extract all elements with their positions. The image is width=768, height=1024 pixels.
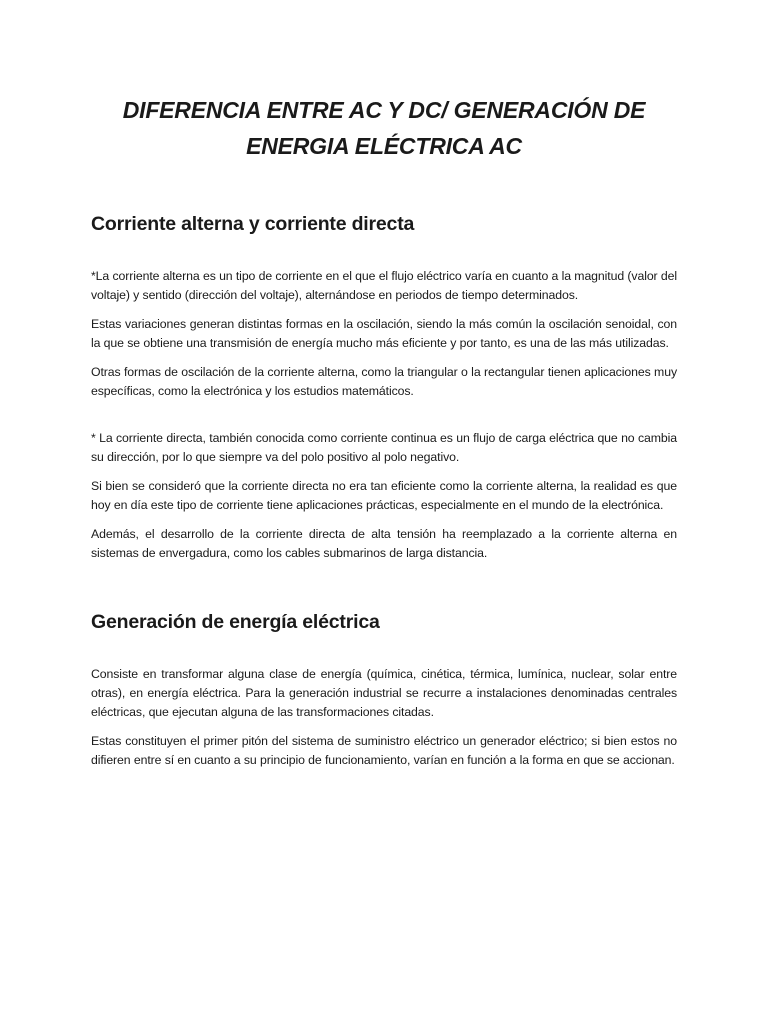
paragraph-ac-variations: Estas variaciones generan distintas formas en la oscilación, siendo la más común la oscilación senoidal, con la que se obtiene una transmisión de energía mucho más eficiente y por tanto, es una de las más utilizadas.	[91, 317, 677, 350]
title-line-2: ENERGIA ELÉCTRICA AC	[246, 133, 522, 159]
paragraph-dc-high-voltage: Además, el desarrollo de la corriente directa de alta tensión ha reemplazado a la corriente alterna en sistemas de envergadura, como los cables submarinos de larga distancia.	[91, 527, 677, 560]
section-heading-generation: Generación de energía eléctrica	[91, 611, 380, 633]
document-title	[91, 92, 677, 164]
paragraph-generation-definition: Consiste en transformar alguna clase de energía (química, cinética, térmica, lumínica, nuclear, solar entre otras), en energía eléctrica. Para la generación industrial se recurre a instalaciones denominadas centrales eléctricas, que ejecutan alguna de las transformaciones citadas.	[91, 667, 677, 719]
paragraph-dc-definition: * La corriente directa, también conocida como corriente continua es un flujo de carga eléctrica que no cambia su dirección, por lo que siempre va del polo positivo al polo negativo.	[91, 431, 677, 464]
section-ac-dc	[91, 211, 677, 563]
paragraph-dc-applications: Si bien se consideró que la corriente directa no era tan eficiente como la corriente alterna, la realidad es que hoy en día este tipo de corriente tiene aplicaciones prácticas, especialmente en el mundo de la electrónica.	[91, 479, 677, 512]
paragraph-ac-definition: *La corriente alterna es un tipo de corriente en el que el flujo eléctrico varía en cuanto a la magnitud (valor del voltaje) y sentido (dirección del voltaje), alternándose en periodos de tiempo determinados.	[91, 269, 677, 302]
title-line-1: DIFERENCIA ENTRE AC Y DC/ GENERACIÓN DE	[122, 97, 646, 123]
paragraph-ac-other-forms: Otras formas de oscilación de la corriente alterna, como la triangular o la rectangular tienen aplicaciones muy específicas, como la electrónica y los estudios matemáticos.	[91, 365, 677, 398]
section-generation	[91, 609, 677, 770]
document-page	[91, 92, 677, 770]
section-heading-ac-dc: Corriente alterna y corriente directa	[91, 213, 415, 235]
paragraph-generation-generators: Estas constituyen el primer pitón del sistema de suministro eléctrico un generador eléctrico; si bien estos no difieren entre sí en cuanto a su principio de funcionamiento, varían en función a la forma en que se accionan.	[91, 734, 677, 767]
